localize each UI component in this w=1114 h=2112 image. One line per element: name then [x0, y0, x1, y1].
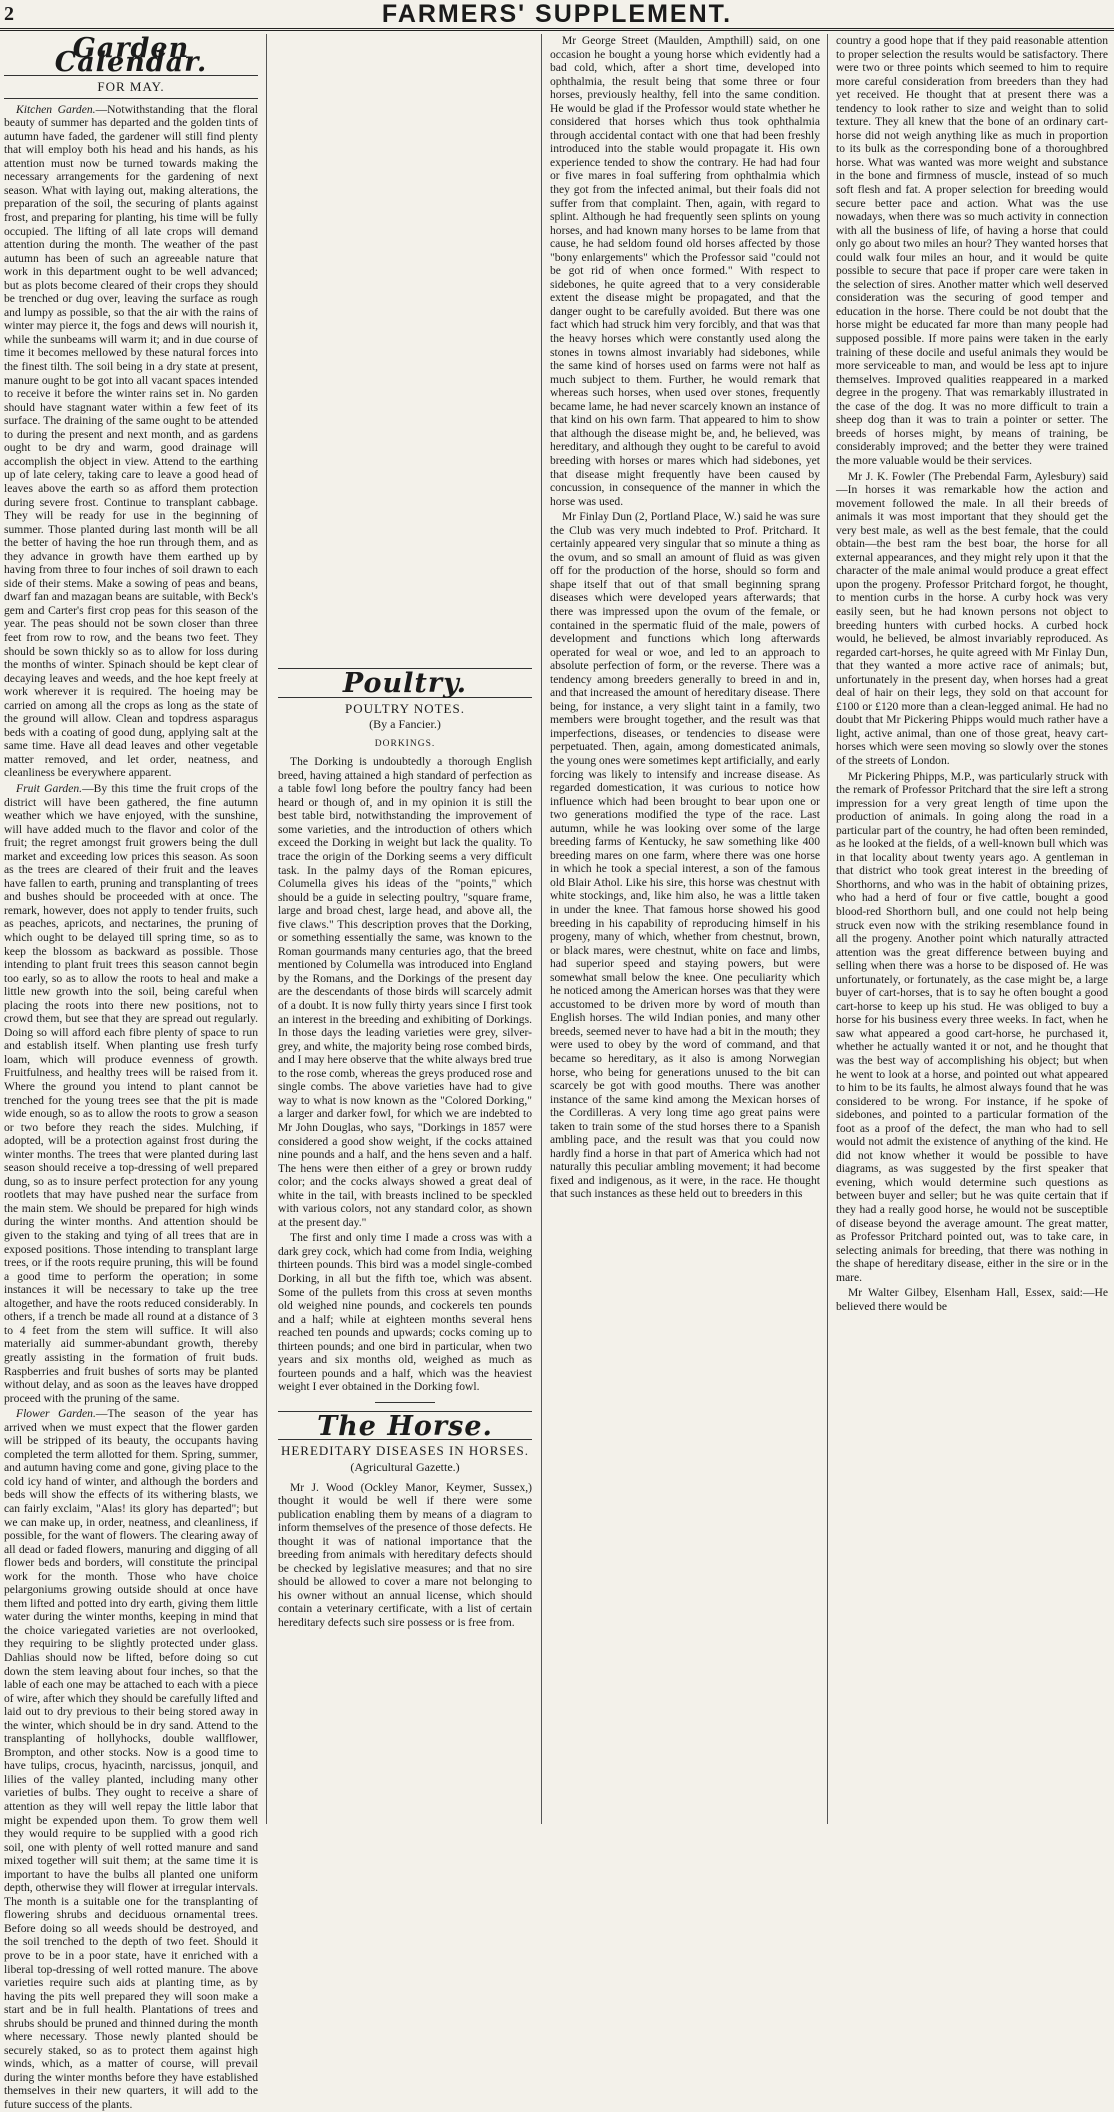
fruit-garden-lead: Fruit Garden.: [16, 781, 83, 795]
horse-paragraph: Mr Finlay Dun (2, Portland Place, W.) said he was sure the Club was very much indebted to Prof. Pritchard. It certainly appeared very singular that so minute a thing as the ovum, and so small an amount of fluid as was given off for the production of the horse, should so form and shape itself that out of that small beginning sprang diseases which were developed years afterwards; that there was impressed upon the ovum of the female, or contained in the spermatic fluid of the male, powers of development and functions which long afterwards operated for weal or woe, and led to an approach to absolute perfection of form, or the reverse. There was a tendency among breeders generally to breed in and in, and that increased the amount of hereditary disease. There being, for instance, a very slight taint in a family, two members were brought together, and the result was that imperfections, diseases, or tendencies to disease were perpetuated. Then, again, among domesticated animals, the young ones were sometimes kept artificially, and early forcing was likely to intensify and increase disease. As regarded domestication, it was curious to notice how influence which had been brought to bear upon one or two generations modified the type of the race. Last autumn, while he was looking over some of the large breeding farms of Kentucky, he saw something like 400 breeding mares on one farm, where there was one horse in which he took a special interest, a son of the famous old Blair Athol. Like his sire, this horse was chestnut with white stockings, and, like him also, he was a little taken in under the knee. That famous horse showed his good breeding in his capability of reproducing himself in his progeny, many of which, whether from chestnut, brown, or black mares, were chestnut, white on face and limbs, had superior speed and staying powers, but were somewhat small below the knee. One peculiarity which he noticed among the American horses was that they were accustomed to be driven more by word of mouth than English horses. The wild Indian ponies, and many other breeds, seemed never to have had a bit in the mouth; they were used to obey by the word of command, and that became so hereditary, as it also is among Norwegian horse, who being for generations unused to the bit can scarcely be got with good mouths. There was another instance of the same kind among the Mexican horses of the Cordilleras. A very long time ago great pains were taken to train some of the stud horses there to a Spanish ambling pace, and the result was that you could now hardly find a horse in that part of America which had not naturally this peculiar ambling movement; it had become fixed and indigenous, as it were, in the race. He thought that such instances as these held out to breeders in this: [550, 510, 821, 1201]
poultry-paragraph: The Dorking is undoubtedly a thorough English breed, having attained a high standard of perfection as a table fowl long before the poultry fancy had been heard or though of, and in my opinion it is still the best table bird, notwithstanding the improvement of some varieties, and the introduction of others which exceed the Dorking in weight but lack the quality. To trace the origin of the Dorking seems a very difficult task. In the palmy days of the Roman epicures, Columella gives his ideas of the "points," which should be a guide in selecting poultry, "square frame, large and broad chest, large head, and above all, the five claws." This description proves that the Dorking, or something essentially the same, was known to the Roman gourmands many centuries ago, that the breed mentioned by Columella was introduced into England by the Romans, and the Dorkings of the present day are the descendants of those birds will scarcely admit of a doubt. It is now fully thirty years since I first took an interest in the breeding and exhibiting of Dorkings. In those days the leading varieties were grey, silver-grey, and white, the majority being rose combed birds, and I may here observe that the white always bred true to the rose comb, whereas the greys produced rose and single combs. The above varieties have had to give way to what is now known as the "Colored Dorking," a larger and darker fowl, for which we are indebted to Mr John Douglas, who says, "Dorkings in 1857 were considered a good show weight, if the cocks attained nine pounds and a half, and the hens seven and a half. The hens were then either of a grey or brown ruddy color; and the cocks always showed a great deal of white in the tail, with breasts inclined to be speckled with various colors, not any standard color, as shown at the present day.": [278, 755, 532, 1229]
column-3: [550, 34, 820, 1824]
fruit-garden-text: —By this time the fruit crops of the district will have been gathered, the fine autumn weather which we have enjoyed, with the sunshine, will have added much to the flavor and color of the fruit; the regret amongst fruit growers being the dull market and exceeding low prices this season. As soon as the trees are cleared of their fruit and the leaves have fallen to earth, pruning and transplanting of trees and bushes should be proceeded with at once. The remark, however, does not apply to tender fruits, such as peaches, apricots, and nectarines, the pruning of which ought to be delayed till spring time, so as to keep the blossom as backward as possible. Those intending to plant fruit trees this season cannot begin too early, so as to allow the roots to heal and make a little new growth into the soil, being careful when placing the roots into there new positions, not to crowd them, but see that they are spread out regularly. Doing so will afford each fibre plenty of space to run and establish itself. When planting use fresh turfy loam, which will produce evenness of growth. Fruitfulness, and healthy trees will be raised from it. Where the ground you intend to plant cannot be trenched for the young trees see that the pit is made wide enough, so as to allow the roots to grow a season or two before they reach the sides. Mulching, if adopted, will be a protection against frost during the winter months. The trees that were planted during last season should receive a top-dressing of well prepared dung, so as to insure perfect protection for any young rootlets that may have pushed near the surface from the main stem. We should be prepared for high winds during the winter months. And attention should be given to the staking and tying of all trees that are in exposed positions. Those intending to transplant large trees, or if the roots require pruning, this will be found a good time to perform the operation; in some instances it will be necessary to take up the tree altogether, and have the roots reduced considerably. In others, if a trench be made all round at a distance of 3 to 4 feet from the stem will suffice. It will also materially aid summer-abundant growth, thereby greatly assisting in the formation of fruit buds. Raspberries and fruit bushes of sorts may be planted without delay, and as soon as the leaves have dropped proceed with the pruning of the same.: [4, 781, 259, 1405]
poultry-subhead: DORKINGS.: [374, 738, 436, 749]
flower-garden-text: —The season of the year has arrived when we must expect that the flower garden will be stripped of its beauty, the occupants having completed the term allotted for them. Spring, summer, and autumn having come and gone, giving place to the cold icy hand of winter, and although the borders and beds will show the effects of its withering blasts, we can fairly exclaim, "Alas! its glory has departed"; but we can make up, in order, neatness, and cleanliness, if possible, for the want of flowers. The clearing away of all dead or faded flowers, manuring and digging of all flower beds and borders, will constitute the principal work for the month. Those who have choice pelargoniums growing outside should at once have them lifted and potted into dry earth, giving them little water during the winter months, keeping in mind that the choice variegated varieties are not overlooked, they requiring to be slightly protected under glass. Dahlias should now be lifted, before doing so cut down the stem leaving about four inches, so that the lable of each one may be attached to each with a piece of wire, after which they should be carefully lifted and laid out to dry previous to their being stored away in the winter, which should be in dry sand. Attend to the transplanting of hollyhocks, double wallflower, Brompton, and other stocks. Now is a good time to have tulips, crocus, hyacinth, narcissus, jonquil, and lilies of the valley planted, including many other varieties of bulbs. They ought to receive a share of attention as they will well repay the little labor that might be expended upon them. To grow them well they would require to be supplied with a good rich soil, one with plenty of well rotted manure and sand mixed together will suit them; at the same time it is important to have the bulbs all planted one uniform depth, otherwise they will flower at irregular intervals. The month is a suitable one for the transplanting of flowering shrubs and deciduous ornamental trees. Before doing so all weeds should be destroyed, and the soil trenched to the depth of two feet. Should it prove to be in a poor state, have it enriched with a liberal top-dressing of well rotted manure. The above varieties require such aids at planting time, as by having the pits well prepared they will soon make a start and be in full health. Plantations of trees and shrubs should be pruned and thinned during the month where necessary. Those newly planted should be securely staked, so as to protect them against high winds, which, as a matter of course, will prevail during the winter months before they have established themselves in their new quarters, it will add to the future success of the plants.: [4, 1407, 258, 2112]
column-rule: [827, 34, 828, 1824]
horse-article-title: HEREDITARY DISEASES IN HORSES.: [280, 1443, 530, 1459]
horse-paragraph: Mr J. K. Fowler (The Prebendal Farm, Aylesbury) said—In horses it was remarkable how the action and movement followed the male. In all their breeds of animals it was most important that they should get the very best male, as well as the best female, that the could obtain—the best ram the best boar, the horse for all external appearances, and they might rely upon it that the character of the male animal would produce a great effect upon the progeny. Professor Pritchard forgot, he thought, to mention curbs in the horse. A curby hock was very easily seen, but he had known persons not object to breeding hunters with curbed hocks. A curbed hock would, he believed, be almost invariably reproduced. As regarded cart-horses, he quite agreed with Mr Finlay Dun, that they wanted a more active race of animals; but, unfortunately in the present day, when horses had a great deal of hair on their legs, they sold on that account for £100 or £120 more than a clean-legged animal. He had no doubt that Mr Pickering Phipps would much rather have a light, active animal, than one of those great, heavy cart-horses which were seen moving so slowly over the stones of the streets of London.: [836, 469, 1108, 767]
horse-paragraph: Mr Pickering Phipps, M.P., was particularly struck with the remark of Professor Pritchard that the sire left a strong impression for a very great length of time upon the production of animals. In going along the road in a particular part of the country, he had often been reminded, as he looked at the fields, of a well-known bull which was in that locality about twenty years ago. A gentleman in that district who took great interest in the breeding of Shorthorns, and who was in the habit of obtaining prizes, who had a herd of four or five cattle, bought a good blood-red Shorthorn bull, and one could not help being struck even now with the striking resemblance found in all the progeny. Another point which naturally attracted attention was the great difference between buying and selling when there was a horse to be disposed of. He was unfortunately, or fortunately, as the case might be, a large buyer of cart-horses, that is to say he often bought a good cart-horse to keep up his stud. He was obliged to buy a horse for his business every three weeks. In fact, when he saw what appeared a good cart-horse, he purchased it, whether he actually wanted it or not, and he thought that was the best way of accomplishing his object; but when he went to look at a horse, and pointed out what appeared to him to be its faults, he almost always found that he was considered to be wrong. For instance, if he spoke of sidebones, and pointed to a particular formation of the foot as a proof of the defect, the man who had to sell would not admit the existence of anything of the kind. He did not know whether it would be possible to have diagrams, as was suggested by the first speaker that evening, which would determine such questions as between buyer and seller; but he was quite certain that if they had a really good horse, he would not be susceptible of disease beyond the average amount. The great matter, as Professor Pritchard pointed out, was to take care, in selecting animals for breeding, that there was nothing in the shape of hereditary disease, either in the sire or in the mare.: [836, 769, 1108, 1284]
column-1: [4, 33, 259, 2112]
horse-paragraph: Mr Walter Gilbey, Elsenham Hall, Essex, said:—He believed there would be: [836, 1286, 1108, 1313]
poultry-section-title: Poultry.: [342, 668, 468, 699]
garden-section-title: Garden Calendar.: [54, 33, 208, 78]
column-rule: [541, 34, 542, 1824]
horse-section-title: The Horse.: [317, 1410, 493, 1442]
kitchen-garden-paragraph: [4, 103, 258, 780]
poultry-article-title: POULTRY NOTES.: [345, 700, 465, 716]
column-4: [836, 34, 1108, 1824]
horse-lead-paragraph: Mr J. Wood (Ockley Manor, Keymer, Sussex,) thought it would be well if there were some publication enabling them by means of a diagram to inform themselves of the presence of those defects. He thought it was of national importance that the breeding from animals with hereditary defects should be checked by legislative measures; and that no sire should be allowed to cover a mare not belonging to his owner without an annual license, which should contain a veterinary certificate, with a list of certain hereditary defects such sire possess or is free from.: [278, 1480, 533, 1629]
journal-title: FARMERS' SUPPLEMENT.: [381, 0, 733, 28]
column-2: [278, 34, 532, 1824]
divider: [4, 98, 258, 99]
kitchen-garden-lead: Kitchen Garden.: [16, 102, 96, 116]
column-rule: [266, 34, 267, 1824]
masthead: [0, 0, 1114, 31]
poultry-byline: (By a Fancier.): [369, 717, 441, 732]
garden-month-heading: FOR MAY.: [97, 79, 165, 95]
fruit-garden-paragraph: [4, 782, 258, 1405]
flower-garden-lead: Flower Garden.: [16, 1407, 96, 1421]
horse-paragraph: Mr George Street (Maulden, Ampthill) said, on one occasion he bought a young horse which evidently had a bad cold, which, after a short time, developed into ophthalmia, the result being that some three or four horses, previously healthy, fell into the same condition. He would be glad if the Professor would state whether he considered that horses which thus took ophthalmia through accidental contact with one that had been freshly introduced into the stable would propagate it. His own experience tended to show the contrary. He had had four or five mares in foal suffering from ophthalmia which they got from the infected animal, but their foals did not suffer from that complaint. Then, again, with regard to splint. Although he had frequently seen splints on young horses, and had known many horses to be lame from that cause, he had seldom found old horses affected by those "bony enlargements" which the Professor said "could not be got rid of when once formed." With respect to sidebones, he quite agreed that to a very considerable extent the disease might be propagated, and that the danger ought to be carefully avoided. But there was one fact which had struck him very forcibly, and that was that the heavy horses which were constantly used along the stones in towns almost invariably had sidebones, while the same kind of horses used on farms were not half as much subject to them. Further, he would remark that whereas such horses, when used over stones, frequently became lame, he had never scarcely known an instance of that kind on his own farm. That appeared to him to show that although the disease might be, and, he believed, was hereditary, and although they ought to be careful to avoid breeding with horses or mares which had sidebones, yet that disease might frequently have been caused by concussion, in consequence of the manner in which the horse was used.: [550, 34, 820, 508]
flower-garden-paragraph: [4, 1407, 258, 2111]
page-number: 2: [4, 3, 14, 25]
horse-source: (Agricultural Gazette.): [350, 1459, 460, 1474]
poultry-paragraph: The first and only time I made a cross was with a dark grey cock, which had come from India, weighing thirteen pounds. This bird was a model single-combed Dorking, in all but the fifth toe, which was absent. Some of the pullets from this cross at seven months old weighed nine pounds, and cockerels ten pounds and a half; while at eighteen months several hens reached ten pounds and upwards; cocks coming up to thirteen pounds; and one bird in particular, when two years and six months old, weighed as much as fourteen pounds and a half, which was the heaviest weight I ever obtained in the Dorking fowl.: [278, 1231, 532, 1394]
horse-paragraph: country a good hope that if they paid reasonable attention to proper selection the results would be satisfactory. There were two or three points which seemed to him to require more careful consideration from breeders than they had yet received. He thought that at present there was a tendency to look rather to size and weight than to solid texture. They all knew that the bone of an ordinary cart-horse did not weigh anything like as much in proportion to its bulk as the corresponding bone of a thoroughbred horse. What was wanted was more weight and substance in the bone and firmness of muscle, instead of so much soft flesh and fat. A proper selection for breeding would secure better pace and action. What was the use nowadays, when there was so much activity in connection with all the business of life, of having a horse that could only go about two miles an hour? They wanted horses that could walk four miles an hour, and it would be quite possible to secure that pace if proper care were taken in the selection of sires. Another matter which well deserved consideration was the securing of good temper and education in the horse. There could be not doubt that the horse might be educated far more than many people had supposed possible. If more pains were taken in the early training of these docile and useful animals they would be more serviceable to man, and would be less apt to injure themselves. Improved qualities reappeared in a marked degree in the progeny. That was remarkably illustrated in the case of the dog. It was no more difficult to train a sheep dog than it was to train a pointer or setter. The breeds of horses might, by means of training, be considerably improved; and the better they were trained the more valuable would be their services.: [836, 34, 1108, 467]
flower-garden-continuation: [278, 36, 532, 664]
kitchen-garden-text: —Notwithstanding that the floral beauty of summer has departed and the golden tints of autumn have faded, the gardener will still find plenty that will employ both his head and his hands, as his attention must now be turned towards making the necessary arrangements for the gardening of next season. What with laying out, making alterations, the preparation of the soil, the securing of plants against frost, and preparing for planting, his time will be fully occupied. The lifting of all late crops will demand attention during the month. The weather of the past autumn has been of such an agreeable nature that work in this department ought to be well advanced; but as plots become cleared of their crops they should be trenched or dug over, leaving the surface as rough and lumpy as possible, so that the air with the rains of winter may pierce it, the fogs and dews will nourish it, while the sunbeams will warm it; and in due course of time it becomes mellowed by these natural forces into the finest tilth. The soil being in a dry state at present, manure ought to be got into all vacant spaces intended to receive it before the winter rains set in. No garden should have stagnant water within a few feet of its surface. The draining of the same ought to be attended to during the present and next month, and as gardens ought to be dry and warm, good drainage will accomplish the object in view. Attend to the earthing up of late celery, taking care to leave a good head of leaves above the earth so as afford them protection during severe frost. Continue to transplant cabbage. They will be ready for use in the beginning of summer. Those planted during last month will be all the better of having the hoe run through them, and as they advance in growth have them earthed up by having from three to four inches of soil drawn to each side of their stems. Make a sowing of peas and beans, dwarf fan and mazagan beans are suitable, with Beck's gem and Carter's first crop peas for this season of the year. The peas should not be sown closer than three feet from row to row, and the beans two feet. They should be sown thickly so as to allow for loss during the months of winter. Spinach should be kept clear of decaying leaves and weeds, and the hoe kept freely at work wherever it is required. The hoeing may be carried on among all the crops as long as the state of the ground will allow. Clean and topdress asparagus beds with a coating of good dung, applying salt at the same time. Have all dead leaves and other vegetable matter removed, and let order, neatness, and cleanliness be everywhere apparent.: [4, 102, 258, 780]
divider: [375, 1402, 435, 1403]
